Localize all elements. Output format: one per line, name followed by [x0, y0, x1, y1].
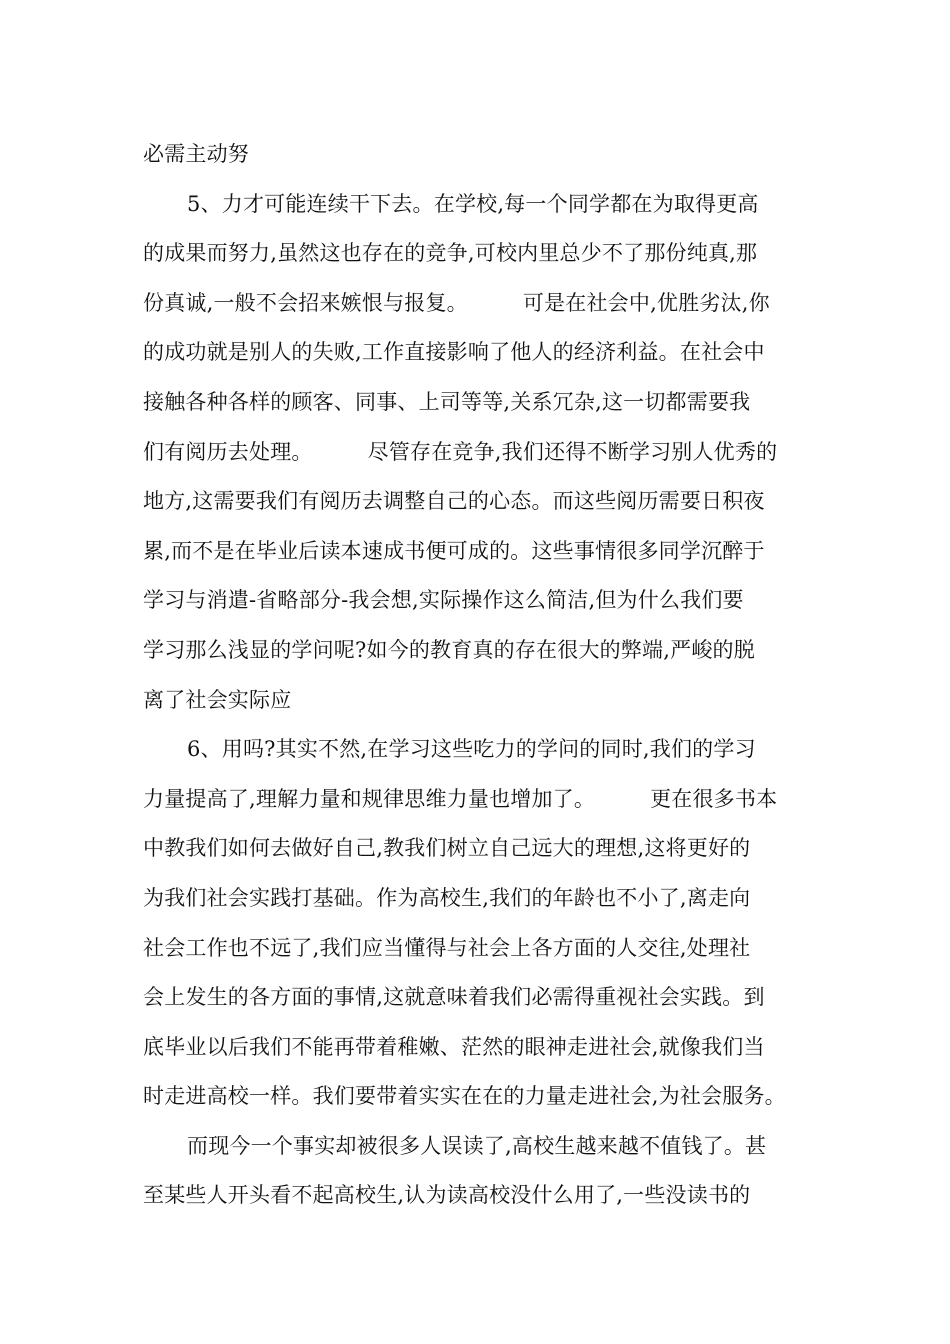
text-line: 而现今一个事实却被很多人误读了,高校生越来越不值钱了。甚 — [187, 1133, 767, 1158]
text-line: 份真诚,一般不会招来嫉恨与报复。 可是在社会中,优胜劣汰,你 — [143, 290, 770, 315]
text-line: 中教我们如何去做好自己,教我们树立自己远大的理想,这将更好的 — [143, 836, 751, 861]
text-line: 地方,这需要我们有阅历去调整自己的心态。而这些阅历需要日积夜 — [143, 489, 765, 514]
text-line: 5、力才可能连续干下去。在学校,每一个同学都在为取得更高 — [187, 191, 759, 216]
text-line: 累,而不是在毕业后读本速成书便可成的。这些事情很多同学沉醉于 — [143, 538, 765, 563]
text-line: 底毕业以后我们不能再带着稚嫩、茫然的眼神走进社会,就像我们当 — [143, 1034, 765, 1059]
text-line: 的成功就是别人的失败,工作直接影响了他人的经济利益。在社会中 — [143, 340, 765, 365]
text-line: 的成果而努力,虽然这也存在的竞争,可校内里总少不了那份纯真,那 — [143, 241, 758, 266]
text-line: 为我们社会实践打基础。作为高校生,我们的年龄也不小了,离走向 — [143, 885, 751, 910]
text-line: 社会工作也不远了,我们应当懂得与社会上各方面的人交往,处理社 — [143, 935, 751, 960]
text-line: 学习与消遣-省略部分-我会想,实际操作这么简洁,但为什么我们要 — [143, 588, 744, 613]
text-line: 接触各种各样的顾客、同事、上司等等,关系冗杂,这一切都需要我 — [143, 389, 751, 414]
text-line: 时走进高校一样。我们要带着实实在在的力量走进社会,为社会服务。 — [143, 1084, 786, 1109]
text-line: 6、用吗?其实不然,在学习这些吃力的学问的同时,我们的学习 — [187, 737, 756, 762]
text-line: 离了社会实际应 — [143, 687, 292, 712]
text-line: 至某些人开头看不起高校生,认为读高校没什么用了,一些没读书的 — [143, 1183, 751, 1208]
text-line: 们有阅历去处理。 尽管存在竞争,我们还得不断学习别人优秀的 — [143, 439, 778, 464]
text-line: 会上发生的各方面的事情,这就意味着我们必需得重视社会实践。到 — [143, 985, 765, 1010]
text-line: 力量提高了,理解力量和规律思维力量也增加了。 更在很多书本 — [143, 786, 778, 811]
text-line: 必需主动努 — [143, 142, 249, 166]
text-line: 学习那么浅显的学问呢?如今的教育真的存在很大的弊端,严峻的脱 — [143, 637, 755, 662]
body-text — [143, 130, 823, 1221]
